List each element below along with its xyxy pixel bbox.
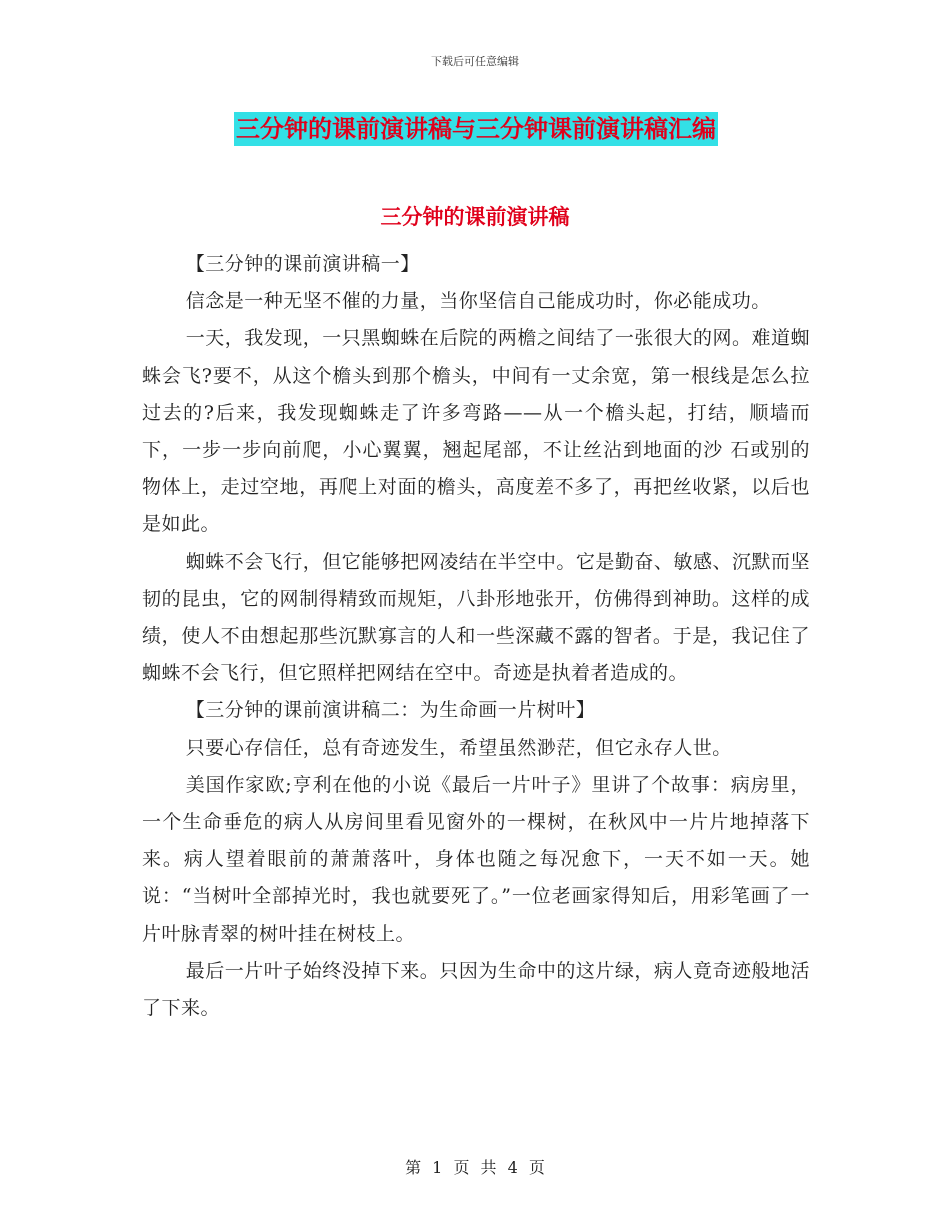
document-title: 三分钟的课前演讲稿与三分钟课前演讲稿汇编: [234, 112, 718, 146]
section-title: 三分钟的课前演讲稿: [380, 205, 570, 229]
speech-heading-1: 【三分钟的课前演讲稿一】: [185, 253, 420, 275]
paragraph: 只要心存信任，总有奇迹发生，希望虽然渺茫，但它永存人世。: [185, 736, 732, 759]
document-body: [142, 246, 810, 1027]
header-note: 下载后可任意编辑: [431, 55, 519, 68]
paragraph: 信念是一种无坚不催的力量，当你坚信自己能成功时，你必能成功。: [185, 290, 771, 313]
paragraph: 蜘蛛不会飞行，但它能够把网凌结在半空中。它是勤奋、敏感、沉默而坚韧的昆虫，它的网制得精致而规矩，八卦形地张开，仿佛得到神助。这样的成绩，使人不由想起那些沉默寡言的人和一些深藏不露的智者。于是，我记住了蜘蛛不会飞行，但它照样把网结在空中。奇迹是执着者造成的。: [142, 550, 810, 685]
paragraph: 美国作家欧;亨利在他的小说《最后一片叶子》里讲了个故事：病房里，一个生命垂危的病人从房间里看见窗外的一棵树，在秋风中一片片地掉落下来。病人望着眼前的萧萧落叶，身体也随之每况愈下，一天不如一天。她说：“当树叶全部掉光时，我也就要死了。”一位老画家得知后，用彩笔画了一片叶脉青翠的树叶挂在树枝上。: [142, 773, 810, 945]
speech-heading-2: 【三分钟的课前演讲稿二：为生命画一片树叶】: [185, 699, 596, 722]
paragraph: 最后一片叶子始终没掉下来。只因为生命中的这片绿，病人竟奇迹般地活了下来。: [142, 959, 810, 1020]
paragraph: 一天，我发现，一只黑蜘蛛在后院的两檐之间结了一张很大的网。难道蜘蛛会飞?要不，从这个檐头到那个檐头，中间有一丈余宽，第一根线是怎么拉过去的?后来，我发现蜘蛛走了许多弯路——从一个檐头起，打结，顺墙而下，一步一步向前爬，小心翼翼，翘起尾部，不让丝沾到地面的沙 石或别的物体上，走过空地，再爬上对面的檐头，高度差不多了，再把丝收紧，以后也是如此。: [142, 327, 810, 536]
page-footer: 第 1 页 共 4 页: [405, 1158, 545, 1177]
